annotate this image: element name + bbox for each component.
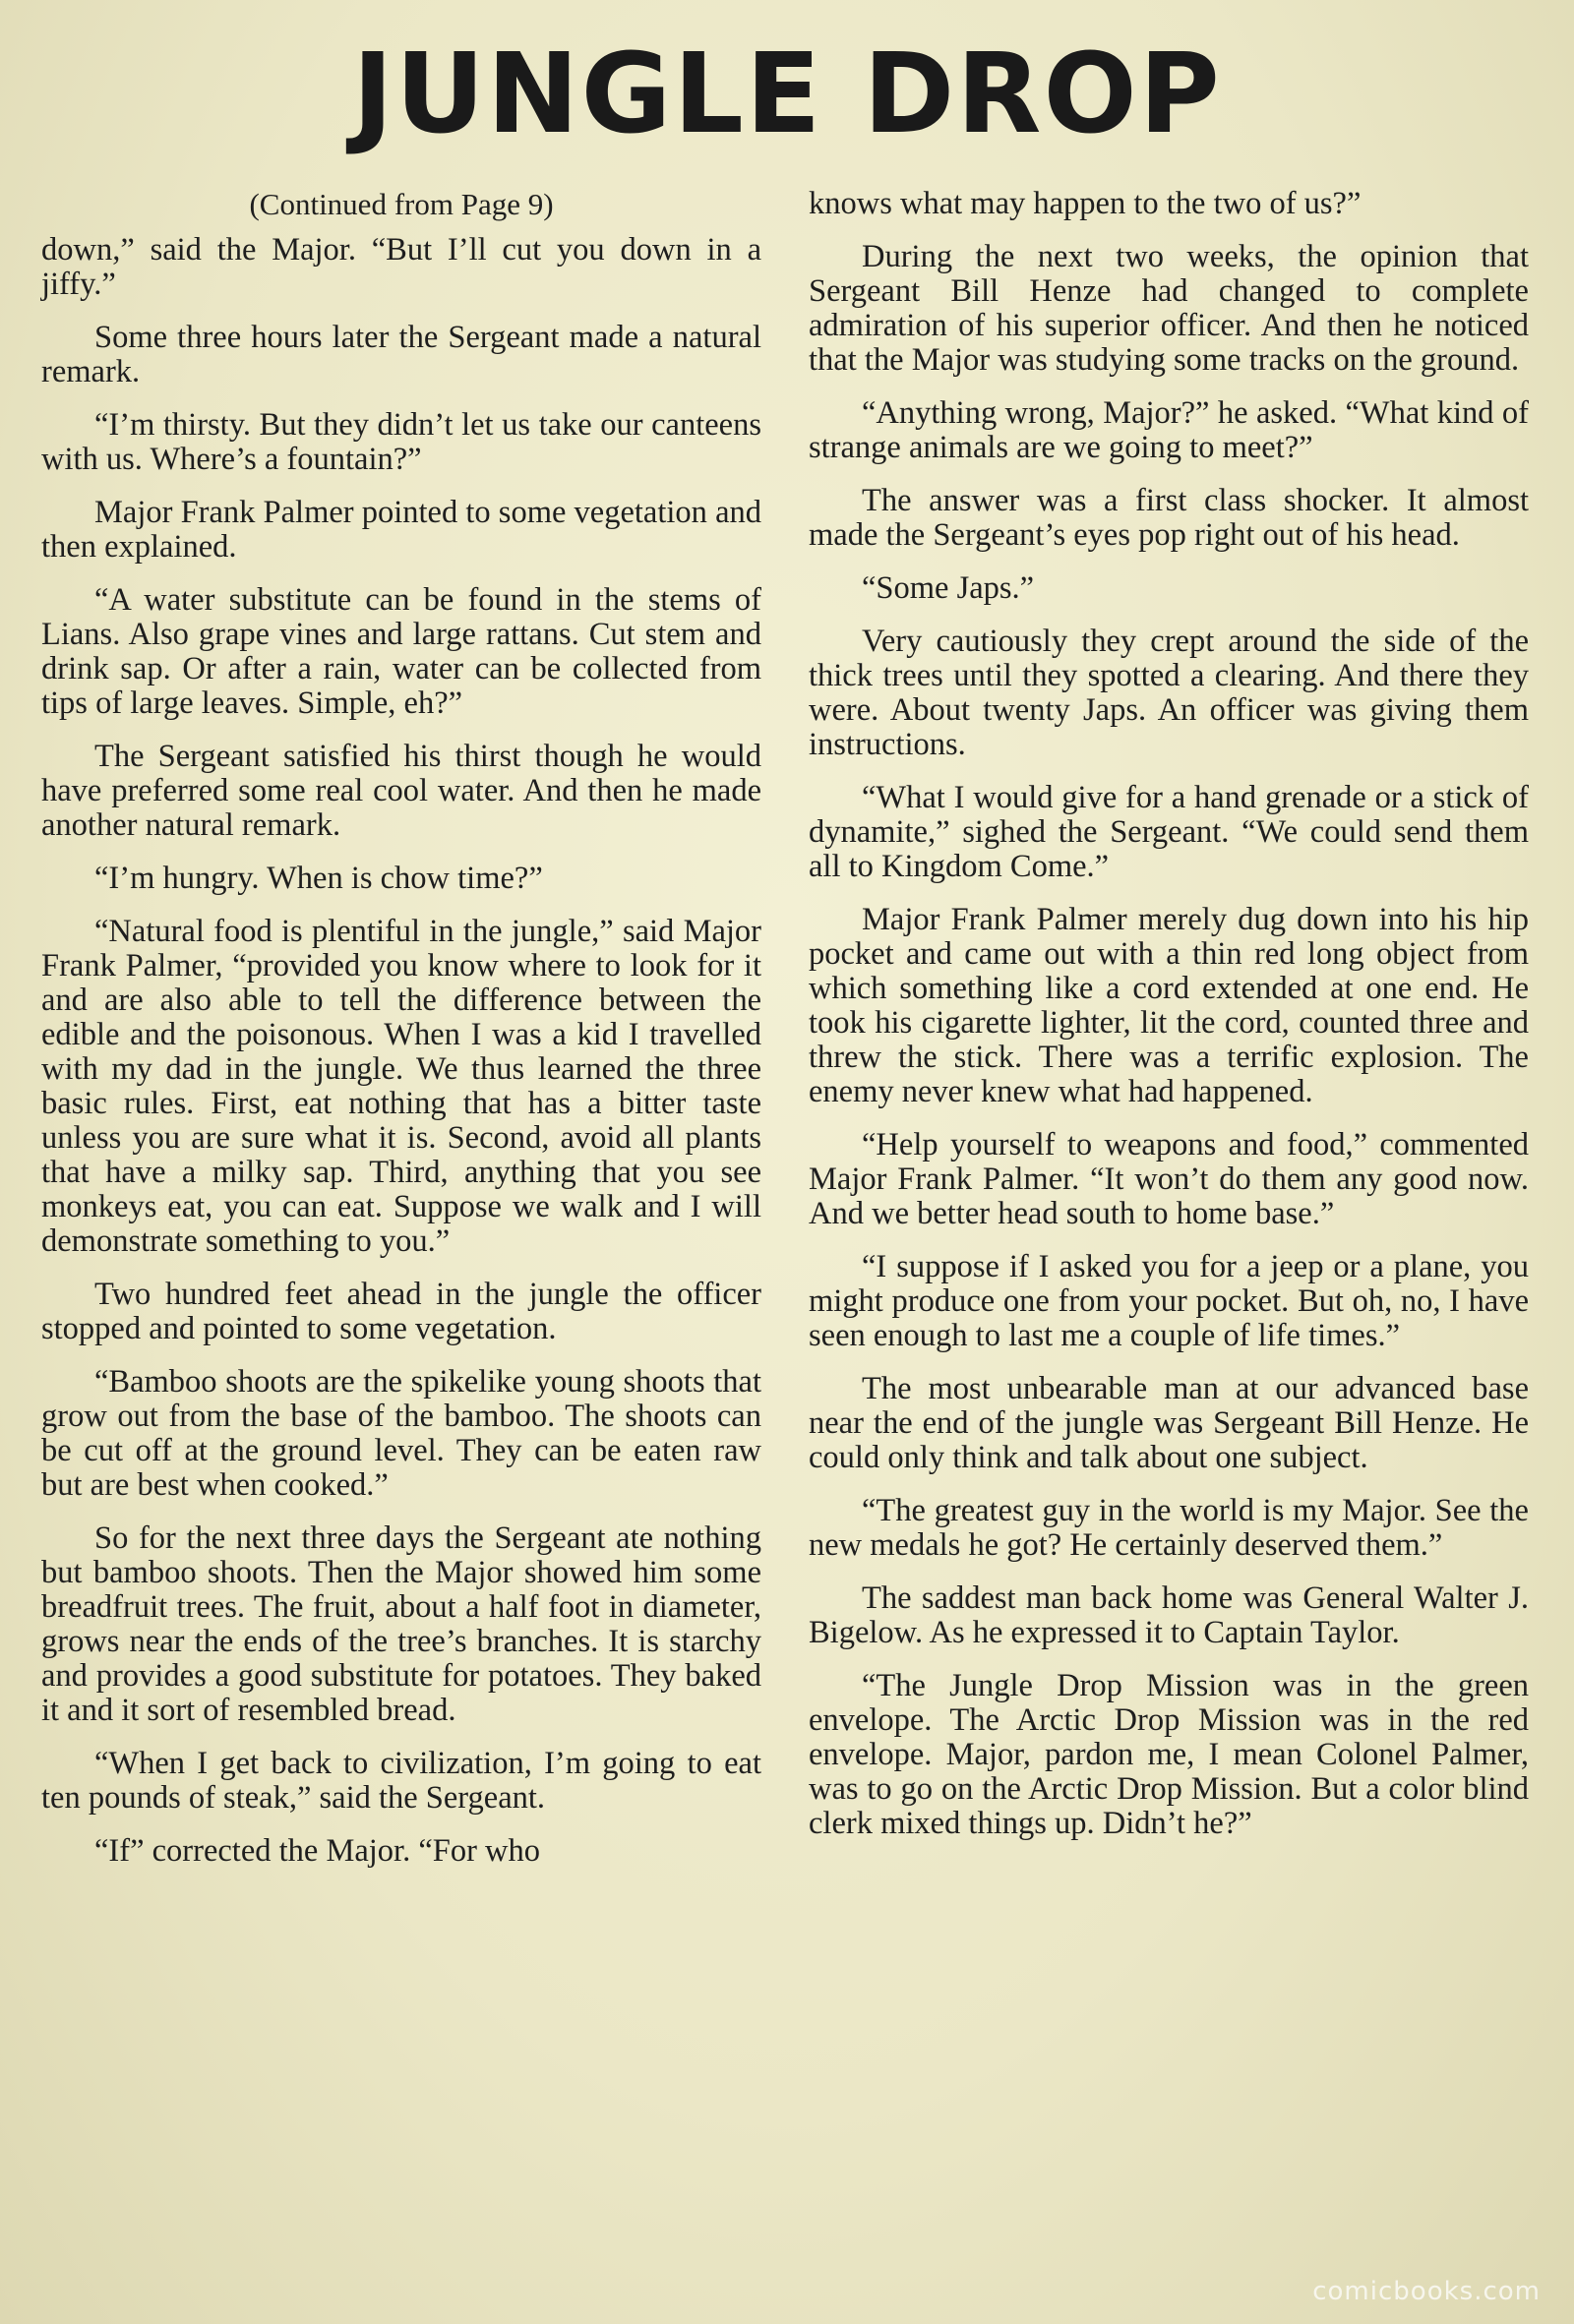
paragraph: “Some Japs.”: [862, 570, 1035, 606]
paragraph: “A water substitute can be found in the stems of Lians. Also grape vines and large rattans. Cut stem and drink sap. Or after a rain, water can be collected from tips of large leaves. Simple, eh?”: [41, 582, 761, 721]
story-title: JUNGLE DROP: [352, 30, 1222, 158]
watermark: comicbooks.com: [1312, 2277, 1541, 2306]
paragraph: “The greatest guy in the world is my Major. See the new medals he got? He certainly deserved them.”: [809, 1493, 1529, 1563]
paragraph: “Natural food is plentiful in the jungle,” said Major Frank Palmer, “provided you know where to look for it and are also able to tell the difference between the edible and the poisonous. When I was a kid I travelled with my dad in the jungle. We thus learned the three basic rules. First, eat nothing that has a bitter taste unless you are sure what it is. Second, avoid all plants that have a milky sap. Third, anything that you see monkeys eat, you can eat. Suppose we walk and I will demonstrate something to you.”: [41, 914, 761, 1259]
paragraph: “I’m hungry. When is chow time?”: [94, 861, 543, 896]
paragraph: Two hundred feet ahead in the jungle the officer stopped and pointed to some vegetation.: [41, 1277, 761, 1346]
paragraph: Very cautiously they crept around the side of the thick trees until they spotted a clearing. And there they were. About twenty Japs. An officer was giving them instructions.: [809, 624, 1529, 762]
paragraph: Major Frank Palmer merely dug down into his hip pocket and came out with a thin red long object from which something like a cord extended at one end. He took his cigarette lighter, lit the cord, counted three and threw the stick. There was a terrific explosion. The enemy never knew what had happened.: [809, 902, 1529, 1109]
paragraph: The answer was a first class shocker. It almost made the Sergeant’s eyes pop right out of his head.: [809, 483, 1529, 553]
continued-note: (Continued from Page 9): [249, 187, 554, 221]
paragraph: “I suppose if I asked you for a jeep or a plane, you might produce one from your pocket. But oh, no, I have seen enough to last me a couple of life times.”: [809, 1249, 1529, 1353]
paragraph: “I’m thirsty. But they didn’t let us take our canteens with us. Where’s a fountain?”: [41, 407, 761, 477]
paragraph: The saddest man back home was General Walter J. Bigelow. As he expressed it to Captain Taylor.: [809, 1580, 1529, 1650]
paragraph: The Sergeant satisfied his thirst though he would have preferred some real cool water. And then he made another natural remark.: [41, 739, 761, 843]
paragraph: “Anything wrong, Major?” he asked. “What kind of strange animals are we going to meet?”: [809, 395, 1529, 465]
left-column: [41, 187, 761, 1887]
paragraph: “If” corrected the Major. “For who: [94, 1833, 541, 1869]
paragraph: “When I get back to civilization, I’m going to eat ten pounds of steak,” said the Sergeant.: [41, 1746, 761, 1816]
paragraph: “Help yourself to weapons and food,” commented Major Frank Palmer. “It won’t do them any good now. And we better head south to home base.”: [809, 1127, 1529, 1231]
right-column: [809, 187, 1529, 1860]
paragraph: Some three hours later the Sergeant made a natural remark.: [41, 320, 761, 389]
paragraph: “Bamboo shoots are the spikelike young shoots that grow out from the base of the bamboo. The shoots can be cut off at the ground level. They can be eaten raw but are best when cooked.”: [41, 1364, 761, 1503]
paragraph: So for the next three days the Sergeant ate nothing but bamboo shoots. Then the Major showed him some breadfruit trees. The fruit, about a half foot in diameter, grows near the ends of the tree’s branches. It is starchy and provides a good substitute for potatoes. They baked it and it sort of resembled bread.: [41, 1520, 761, 1728]
paragraph: Major Frank Palmer pointed to some vegetation and then explained.: [41, 495, 761, 565]
paragraph: “The Jungle Drop Mission was in the green envelope. The Arctic Drop Mission was in the red envelope. Major, pardon me, I mean Colonel Palmer, was to go on the Arctic Drop Mission. But a color blind clerk mixed things up. Didn’t he?”: [809, 1668, 1529, 1841]
paragraph: down,” said the Major. “But I’ll cut you down in a jiffy.”: [41, 232, 761, 302]
paragraph: The most unbearable man at our advanced base near the end of the jungle was Sergeant Bill Henze. He could only think and talk about one subject.: [809, 1371, 1529, 1475]
paragraph: During the next two weeks, the opinion that Sergeant Bill Henze had changed to complete admiration of his superior officer. And then he noticed that the Major was studying some tracks on the ground.: [809, 239, 1529, 378]
paragraph: knows what may happen to the two of us?”: [809, 186, 1362, 221]
paragraph: “What I would give for a hand grenade or a stick of dynamite,” sighed the Sergeant. “We could send them all to Kingdom Come.”: [809, 780, 1529, 884]
